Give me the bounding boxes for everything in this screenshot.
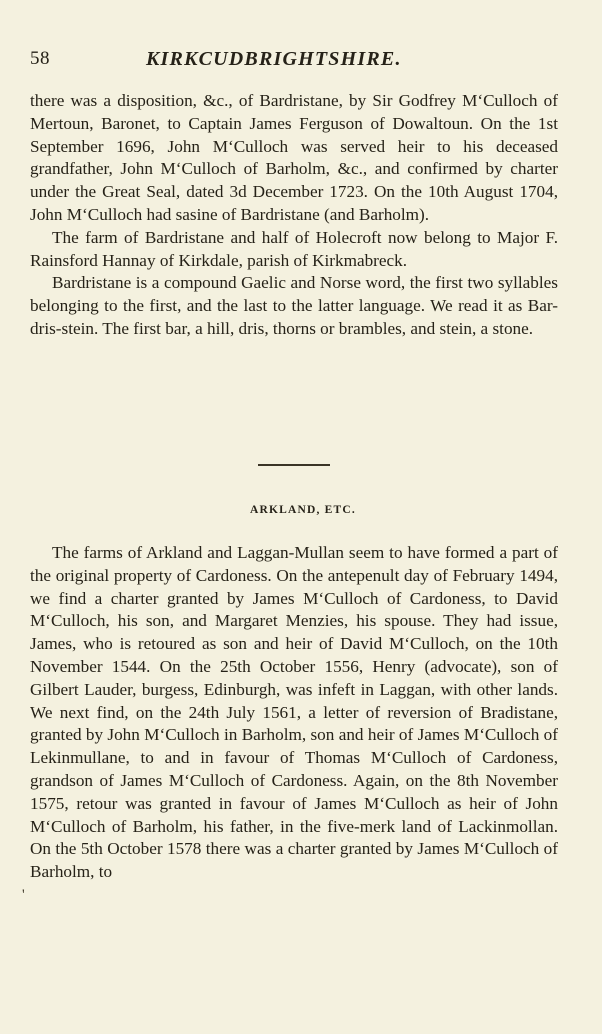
section-heading-text: ARKLAND, ETC. (249, 504, 356, 516)
section-divider (258, 464, 330, 466)
paragraph-farm-ownership: The farm of Bardristane and half of Holecroft now belong to Major F. Rainsford Hannay of Kirkdale, parish of Kirkmabreck. (30, 227, 558, 270)
paragraph-continued: there was a disposition, &c., of Bardristane, by Sir Godfrey M‘Culloch of Mertoun, Baronet, to Captain James Ferguson of Dowaltoun. On the 1st September 1696, John M‘Culloch was served heir to his deceased grandfather, John M‘Culloch of Barholm, &c., and confirmed by charter under the Great Seal, dated 3d December 1723. On the 10th August 1704, John M‘Culloch had sasine of Bardristane (and Barholm). (30, 91, 558, 224)
running-head: KIRKCUDBRIGHTSHIRE. (146, 48, 402, 70)
paragraph-arkland: The farms of Arkland and Laggan-Mullan seem to have formed a part of the original property of Cardoness. On the antepenult day of February 1494, we find a charter granted by James M‘Culloch of Cardoness, to David M‘Culloch, his son, and Margaret Menzies, his spouse. They had issue, James, who is retoured as son and heir of David M‘Culloch, on the 10th November 1544. On the 25th October 1556, Henry (advocate), son of Gilbert Lauder, burgess, Edinburgh, was infeft in Laggan, with other lands. We next find, on the 24th July 1561, a letter of reversion of Bradistane, granted by John M‘Culloch in Barholm, son and heir of James M‘Culloch of Lekinmullane, to and in favour of Thomas M‘Culloch of Cardoness, grandson of James M‘Culloch of Cardoness. Again, on the 8th November 1575, retour was granted in favour of James M‘Culloch as heir of John M‘Culloch of Barholm, his father, in the five-merk land of Lackinmollan. On the 5th October 1578 there was a charter granted by James M‘Culloch of Barholm, to (30, 543, 558, 882)
section-arkland-text (30, 542, 558, 884)
section-bardristane-text (30, 90, 558, 341)
margin-mark: ' (22, 887, 25, 903)
page-header (30, 44, 560, 74)
paragraph-etymology: Bardristane is a compound Gaelic and Norse word, the first two syllables belonging to the first, and the last to the latter language. We read it as Bar-dris-stein. The first bar, a hill, dris, thorns or brambles, and stein, a stone. (30, 273, 558, 338)
section-heading (0, 502, 602, 518)
page-number: 58 (30, 48, 50, 69)
